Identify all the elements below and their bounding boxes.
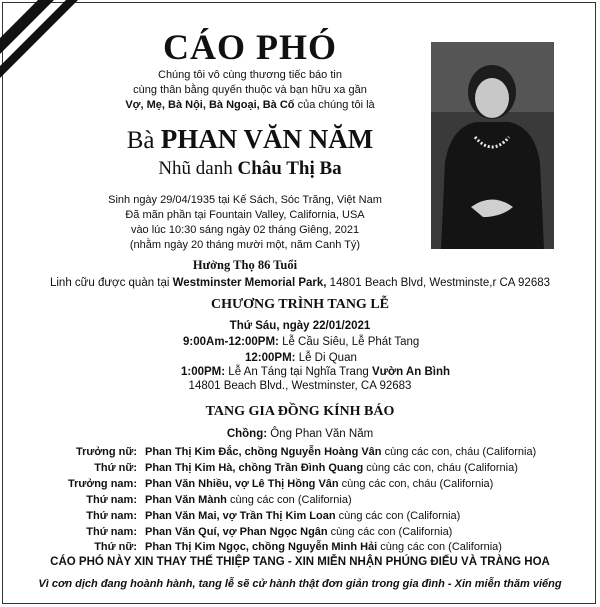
member-rest: cùng các con, cháu (California) xyxy=(338,478,494,490)
member-label: Thứ nam: xyxy=(86,510,137,522)
burial-prefix: Linh cữu được quàn tại xyxy=(49,277,173,289)
birth-info: Sinh ngày 29/04/1935 tại Kế Sách, Sóc Trăng, Việt Nam xyxy=(108,194,382,206)
member-rest: cùng các con (California) xyxy=(226,494,352,506)
program-item-2-text: Lễ Di Quan xyxy=(295,352,357,364)
intro-line-3 xyxy=(90,98,410,113)
family-member-row xyxy=(0,510,600,524)
deceased-name xyxy=(95,124,405,155)
member-label: Thứ nữ: xyxy=(94,462,137,474)
maiden-name xyxy=(95,158,405,180)
family-member-row xyxy=(0,541,600,555)
family-member-row xyxy=(0,446,600,460)
member-label: Thứ nữ: xyxy=(94,541,137,553)
deceased-portrait xyxy=(431,42,554,249)
portrait-image xyxy=(431,42,554,249)
program-item-3-place: Vườn An Bình xyxy=(371,366,450,378)
lunar-date: (nhằm ngày 20 tháng mười một, năm Canh Tý) xyxy=(129,239,361,251)
program-item-1 xyxy=(183,336,419,348)
program-item-3-address: 14801 Beach Blvd., Westminster, CA 92683 xyxy=(188,380,412,392)
maiden-full-name: Châu Thị Ba xyxy=(237,158,342,179)
member-label: Trưởng nam: xyxy=(68,478,137,490)
program-item-1-time: 9:00Am-12:00PM: xyxy=(183,336,279,348)
member-text xyxy=(145,494,352,506)
husband-label: Chồng: xyxy=(226,428,268,440)
member-name: Phan Thị Kim Ngọc, chồng Nguyễn Minh Hải xyxy=(145,541,378,553)
member-name: Phan Thị Kim Đắc, chồng Nguyễn Hoàng Vân xyxy=(145,446,382,458)
member-name: Phan Văn Mành xyxy=(145,494,227,506)
burial-info xyxy=(20,277,580,289)
program-item-3-text: Lễ An Táng tại Nghĩa Trang xyxy=(225,366,372,378)
member-rest: cùng các con, cháu (California) xyxy=(363,462,518,474)
family-member-row xyxy=(0,478,600,492)
full-name: PHAN VĂN NĂM xyxy=(160,124,374,154)
program-item-2-time: 12:00PM: xyxy=(245,352,296,364)
member-name: Phan Văn Quí, vợ Phan Ngọc Ngân xyxy=(145,526,328,538)
member-text xyxy=(145,526,452,538)
member-rest: cùng các con, cháu (California) xyxy=(381,446,537,458)
member-text xyxy=(145,446,536,458)
member-text xyxy=(145,541,502,553)
death-place: Đã mãn phần tại Fountain Valley, California, USA xyxy=(125,209,365,221)
intro-line-1: Chúng tôi vô cùng thương tiếc báo tin xyxy=(158,69,342,81)
name-prefix: Bà xyxy=(126,127,161,154)
intro-line-2: cùng thân bằng quyến thuộc và bạn hữu xa gần xyxy=(133,84,367,96)
footer-covid-notice: Vì cơn dịch đang hoành hành, tang lễ sẽ cử hành thật đơn giản trong gia đình - Xin miễn thăm viếng xyxy=(38,578,562,590)
program-item-2 xyxy=(245,352,357,364)
footer-notice: CÁO PHÓ NÀY XIN THAY THẾ THIỆP TANG - XIN MIỄN NHẬN PHÚNG ĐIẾU VÀ TRÀNG HOA xyxy=(50,556,550,568)
death-time: vào lúc 10:30 sáng ngày 02 tháng Giêng, 2021 xyxy=(130,224,360,236)
family-member-row xyxy=(0,526,600,540)
member-rest: cùng các con (California) xyxy=(335,510,461,522)
intro-line-3-rest: của chúng tôi là xyxy=(294,99,375,111)
program-item-1-text: Lễ Cầu Siêu, Lễ Phát Tang xyxy=(278,336,420,348)
member-text xyxy=(145,478,493,490)
burial-place: Westminster Memorial Park, xyxy=(172,277,327,289)
member-rest: cùng các con (California) xyxy=(327,526,453,538)
program-item-3 xyxy=(181,366,450,378)
age: Hưởng Thọ 86 Tuổi xyxy=(192,258,298,272)
member-label: Thứ nam: xyxy=(86,494,137,506)
member-name: Phan Thị Kim Hà, chồng Trần Đình Quang xyxy=(145,462,364,474)
notice-title: CÁO PHÓ xyxy=(163,27,337,67)
program-item-3-time: 1:00PM: xyxy=(181,366,226,378)
husband-name: Ông Phan Văn Năm xyxy=(267,428,374,440)
member-text xyxy=(145,462,518,474)
member-text xyxy=(145,510,460,522)
member-name: Phan Văn Nhiều, vợ Lê Thị Hồng Vân xyxy=(145,478,339,490)
burial-address: 14801 Beach Blvd, Westminste,r CA 92683 xyxy=(326,277,551,289)
member-rest: cùng các con (California) xyxy=(377,541,502,553)
member-label: Thứ nam: xyxy=(86,526,137,538)
program-heading: CHƯƠNG TRÌNH TANG LỄ xyxy=(210,297,389,312)
relations: Vợ, Mẹ, Bà Nội, Bà Ngoại, Bà Cố xyxy=(125,99,295,111)
family-member-row xyxy=(0,494,600,508)
family-member-row xyxy=(0,462,600,476)
husband-line xyxy=(20,428,580,440)
program-date: Thứ Sáu, ngày 22/01/2021 xyxy=(229,320,371,332)
member-label: Trưởng nữ: xyxy=(75,446,137,458)
maiden-prefix: Nhũ danh xyxy=(158,158,238,179)
member-name: Phan Văn Mai, vợ Trần Thị Kim Loan xyxy=(145,510,336,522)
family-heading: TANG GIA ĐỒNG KÍNH BÁO xyxy=(205,404,395,419)
